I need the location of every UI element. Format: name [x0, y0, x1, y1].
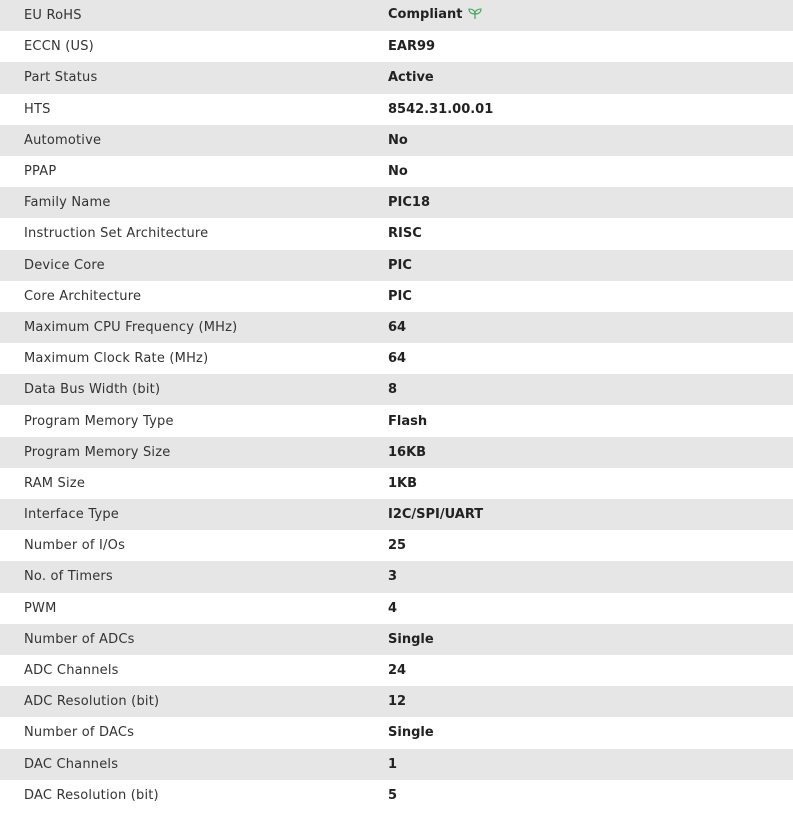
spec-value: No	[388, 132, 408, 148]
spec-label: EU RoHS	[24, 8, 82, 24]
spec-value: PIC18	[388, 195, 430, 211]
spec-row-eu-rohs	[0, 0, 793, 31]
spec-value: EAR99	[388, 39, 436, 55]
spec-label: PPAP	[24, 164, 57, 180]
spec-value: Flash	[388, 413, 428, 429]
spec-label: Automotive	[24, 132, 102, 148]
spec-label: Program Memory Type	[24, 413, 174, 429]
spec-label: Program Memory Size	[24, 444, 171, 460]
spec-value: Single	[388, 725, 434, 741]
spec-row-data-bus-width	[0, 374, 793, 405]
spec-label: PWM	[24, 600, 57, 616]
spec-value: RISC	[388, 226, 422, 242]
spec-row-isa	[0, 218, 793, 249]
spec-value: No	[388, 164, 408, 180]
spec-label: Maximum CPU Frequency (MHz)	[24, 319, 238, 335]
spec-label: Instruction Set Architecture	[24, 226, 209, 242]
spec-value-cell	[388, 0, 793, 31]
spec-label: DAC Channels	[24, 756, 119, 772]
spec-row-interface-type	[0, 499, 793, 530]
spec-row-device-core	[0, 250, 793, 281]
spec-value: 5	[388, 787, 398, 803]
spec-label: DAC Resolution (bit)	[24, 787, 159, 803]
spec-row-number-of-ios	[0, 530, 793, 561]
spec-value: 25	[388, 538, 407, 554]
spec-row-automotive	[0, 125, 793, 156]
spec-value: 24	[388, 663, 407, 679]
spec-row-timers	[0, 561, 793, 592]
leaf-icon	[468, 8, 482, 24]
spec-row-max-cpu-frequency	[0, 312, 793, 343]
spec-row-dac-channels	[0, 749, 793, 780]
spec-value: 12	[388, 694, 407, 710]
spec-row-core-architecture	[0, 281, 793, 312]
spec-row-part-status	[0, 62, 793, 93]
spec-value: 8	[388, 382, 398, 398]
spec-value: PIC	[388, 288, 412, 304]
spec-row-adc-channels	[0, 655, 793, 686]
spec-row-hts	[0, 94, 793, 125]
spec-label: ADC Resolution (bit)	[24, 694, 160, 710]
spec-value: Active	[388, 70, 434, 86]
spec-value: PIC	[388, 257, 412, 273]
spec-label: ECCN (US)	[24, 39, 94, 55]
spec-row-family-name	[0, 187, 793, 218]
spec-value: 1	[388, 756, 398, 772]
spec-label: No. of Timers	[24, 569, 113, 585]
spec-label: Maximum Clock Rate (MHz)	[24, 351, 209, 367]
spec-label: Interface Type	[24, 507, 119, 523]
spec-label: RAM Size	[24, 475, 86, 491]
spec-value: 16KB	[388, 444, 427, 460]
spec-label: Number of DACs	[24, 725, 135, 741]
spec-value: Single	[388, 631, 434, 647]
spec-label: Device Core	[24, 257, 105, 273]
spec-value: I2C/SPI/UART	[388, 507, 484, 523]
spec-label: ADC Channels	[24, 663, 119, 679]
spec-label: Number of ADCs	[24, 631, 135, 647]
spec-row-pwm	[0, 593, 793, 624]
spec-value: 3	[388, 569, 398, 585]
spec-value: 1KB	[388, 475, 418, 491]
spec-value: 64	[388, 351, 407, 367]
spec-row-ram-size	[0, 468, 793, 499]
spec-value: Compliant	[388, 7, 463, 23]
spec-row-number-of-dacs	[0, 717, 793, 748]
spec-row-dac-resolution	[0, 780, 793, 811]
spec-row-adc-resolution	[0, 686, 793, 717]
spec-value: 4	[388, 600, 398, 616]
spec-label: Number of I/Os	[24, 538, 126, 554]
spec-row-program-memory-type	[0, 405, 793, 436]
spec-row-program-memory-size	[0, 437, 793, 468]
spec-row-eccn	[0, 31, 793, 62]
spec-value: 64	[388, 319, 407, 335]
spec-label: Data Bus Width (bit)	[24, 382, 161, 398]
spec-row-number-of-adcs	[0, 624, 793, 655]
spec-row-max-clock-rate	[0, 343, 793, 374]
spec-label: Part Status	[24, 70, 98, 86]
spec-label: HTS	[24, 101, 51, 117]
spec-row-ppap	[0, 156, 793, 187]
spec-label: Family Name	[24, 195, 111, 211]
spec-label: Core Architecture	[24, 288, 142, 304]
spec-value: 8542.31.00.01	[388, 101, 494, 117]
